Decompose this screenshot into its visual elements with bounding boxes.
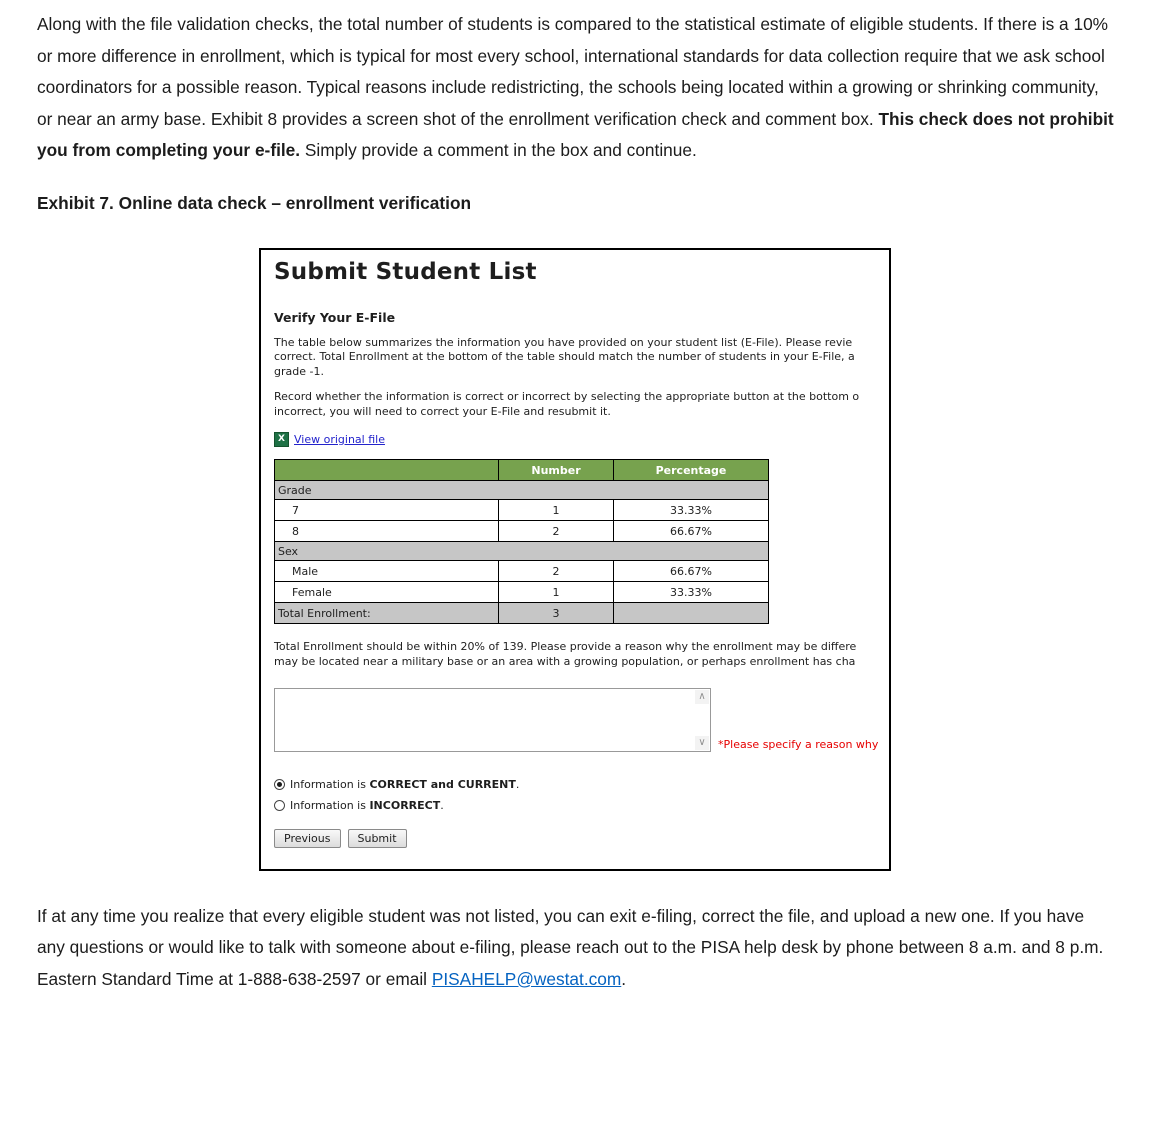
header-blank-cell	[275, 460, 499, 481]
reason-warning-text: *Please specify a reason why	[718, 738, 879, 752]
enrollment-note-paragraph	[274, 640, 889, 669]
cell-number: 1	[499, 500, 614, 521]
intro-text: Along with the file validation checks, the total number of students is compared to the statistical estimate of eligible students. If there is a 10% or more difference in enrollment, which is typical for most every school, international standards for data collection require that we ask school coordinators for a possible reason. Typical reasons include redistricting, the schools being located within a growing or shrinking community, or near an army base. Exhibit 8 provides a screen shot of the enrollment verification check and comment box.	[37, 14, 1109, 129]
form-buttons	[274, 829, 889, 848]
scroll-up-icon[interactable]: ∧	[695, 690, 709, 704]
grade-section-row	[275, 481, 769, 500]
cell-number: 1	[499, 582, 614, 603]
radio-label: Information is INCORRECT.	[290, 799, 444, 813]
excel-file-icon: X	[274, 432, 289, 447]
table-header-row	[275, 460, 769, 481]
record-line: Record whether the information is correct or incorrect by selecting the appropriate button at the bottom o	[274, 390, 860, 404]
cell-percentage: 66.67%	[614, 521, 769, 542]
intro-bold-text: This check does not prohibit you from completing your e-file.	[37, 108, 1114, 161]
view-original-file-link[interactable]: View original file	[294, 433, 385, 447]
screenshot-title: Submit Student List	[274, 258, 537, 285]
radio-option-incorrect[interactable]	[274, 799, 889, 812]
view-original-file-row	[274, 432, 889, 447]
cell-grade: 8	[275, 521, 499, 542]
intro-paragraph	[37, 9, 1114, 167]
summary-line: grade -1.	[274, 364, 324, 378]
sex-section-row	[275, 542, 769, 561]
table-row	[275, 582, 769, 603]
cell-grade: 7	[275, 500, 499, 521]
embedded-screenshot	[259, 248, 891, 871]
note-line: Total Enrollment should be within 20% of 139. Please provide a reason why the enrollment may be differe	[274, 640, 857, 654]
note-line: may be located near a military base or an area with a growing population, or perhaps enrollment has cha	[274, 654, 856, 668]
table-row	[275, 561, 769, 582]
cell-percentage: 66.67%	[614, 561, 769, 582]
scroll-down-icon[interactable]: ∨	[695, 736, 709, 750]
table-row	[275, 500, 769, 521]
pisahelp-email-link[interactable]: PISAHELP@westat.com	[431, 968, 622, 989]
previous-button[interactable]: Previous	[274, 829, 341, 848]
intro-text-after: Simply provide a comment in the box and continue.	[300, 140, 697, 161]
radio-button-correct[interactable]	[274, 779, 285, 790]
closing-text-after: .	[621, 968, 627, 989]
total-percentage	[614, 603, 769, 624]
submit-button[interactable]: Submit	[348, 829, 407, 848]
reason-comment-textarea[interactable]	[274, 688, 711, 752]
record-instructions-paragraph	[274, 390, 889, 419]
header-percentage: Percentage	[614, 460, 769, 481]
radio-option-correct[interactable]	[274, 778, 889, 791]
closing-paragraph	[37, 901, 1114, 996]
verify-efile-heading: Verify Your E-File	[274, 309, 396, 325]
cell-percentage: 33.33%	[614, 500, 769, 521]
grade-section-label: Grade	[275, 481, 769, 500]
header-number: Number	[499, 460, 614, 481]
cell-sex: Female	[275, 582, 499, 603]
radio-button-incorrect[interactable]	[274, 800, 285, 811]
total-number: 3	[499, 603, 614, 624]
closing-text: If at any time you realize that every eligible student was not listed, you can exit e-filing, correct the file, and upload a new one. If you have any questions or would like to talk with someone about e-filing, please reach out to the PISA help desk by phone between 8 a.m. and 8 p.m. Eastern Standard Time at 1-888-638-2597 or email	[37, 905, 1104, 989]
comment-box-wrapper	[274, 688, 711, 752]
summary-line: The table below summarizes the information you have provided on your student list (E-File). Please revie	[274, 335, 853, 349]
total-enrollment-row	[275, 603, 769, 624]
cell-sex: Male	[275, 561, 499, 582]
sex-section-label: Sex	[275, 542, 769, 561]
cell-number: 2	[499, 561, 614, 582]
table-row	[275, 521, 769, 542]
comment-section	[274, 688, 889, 752]
total-label: Total Enrollment:	[275, 603, 499, 624]
record-line: incorrect, you will need to correct your E-File and resubmit it.	[274, 404, 611, 418]
cell-number: 2	[499, 521, 614, 542]
table-summary-paragraph	[274, 336, 889, 380]
exhibit-heading: Exhibit 7. Online data check – enrollment verification	[37, 192, 472, 213]
radio-label: Information is CORRECT and CURRENT.	[290, 778, 520, 792]
cell-percentage: 33.33%	[614, 582, 769, 603]
summary-line: correct. Total Enrollment at the bottom of the table should match the number of students in your E-File, a	[274, 350, 855, 364]
enrollment-summary-table	[274, 459, 769, 624]
